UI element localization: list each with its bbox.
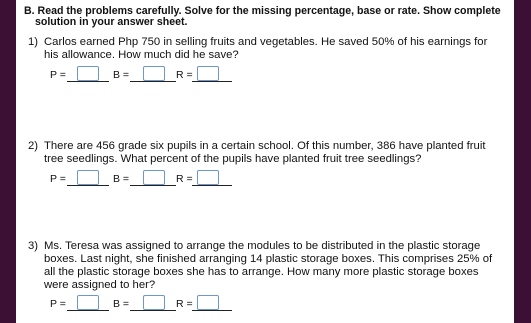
percentage-answer-box[interactable]	[77, 170, 99, 185]
rate-label: R =	[176, 173, 193, 185]
rate-answer-box[interactable]	[197, 295, 219, 310]
base-answer-line	[130, 81, 176, 82]
instructions-line-2: solution in your answer sheet.	[35, 16, 188, 28]
worksheet-page	[16, 0, 514, 323]
problem-number: 1)	[28, 36, 39, 48]
rate-answer-box[interactable]	[197, 170, 219, 185]
problem-line: were assigned to her?	[44, 279, 156, 291]
percentage-answer-box[interactable]	[77, 66, 99, 81]
problem-line: all the plastic storage boxes she has to arrange. How many more plastic storage boxes	[44, 266, 479, 278]
problem-line: tree seedlings. What percent of the pupils have planted fruit tree seedlings?	[44, 153, 422, 165]
answer-row	[50, 64, 506, 84]
rate-label: R =	[176, 69, 193, 81]
problem-2	[28, 140, 506, 188]
problem-3	[28, 240, 506, 313]
base-answer-box[interactable]	[143, 66, 165, 81]
problem-line: There are 456 grade six pupils in a certain school. Of this number, 386 have planted fruit	[44, 140, 486, 152]
problem-line: Carlos earned Php 750 in selling fruits and vegetables. He saved 50% of his earnings for	[44, 36, 488, 48]
base-label: B =	[113, 173, 130, 185]
rate-label: R =	[176, 298, 193, 310]
percentage-answer-line	[67, 81, 109, 82]
percentage-answer-box[interactable]	[77, 295, 99, 310]
answer-row	[50, 168, 506, 188]
base-answer-line	[130, 310, 176, 311]
base-label: B =	[113, 69, 130, 81]
percentage-label: P =	[50, 69, 66, 81]
rate-answer-line	[192, 185, 232, 186]
problem-line: his allowance. How much did he save?	[44, 49, 239, 61]
problem-line: boxes. Last night, she finished arranging 14 plastic storage boxes. This comprises 25% of	[44, 253, 493, 265]
rate-answer-box[interactable]	[197, 66, 219, 81]
base-answer-line	[130, 185, 176, 186]
problem-line: Ms. Teresa was assigned to arrange the modules to be distributed in the plastic storage	[44, 240, 481, 252]
instructions	[24, 6, 504, 28]
answer-row	[50, 293, 506, 313]
problem-text	[44, 240, 506, 292]
base-label: B =	[113, 298, 130, 310]
rate-answer-line	[192, 81, 232, 82]
problem-1	[28, 36, 506, 84]
percentage-answer-line	[67, 310, 109, 311]
problem-text	[44, 36, 506, 62]
percentage-label: P =	[50, 173, 66, 185]
rate-answer-line	[192, 310, 232, 311]
problem-number: 2)	[28, 140, 39, 152]
percentage-label: P =	[50, 298, 66, 310]
base-answer-box[interactable]	[143, 295, 165, 310]
base-answer-box[interactable]	[143, 170, 165, 185]
percentage-answer-line	[67, 185, 109, 186]
instructions-line-1: B. Read the problems carefully. Solve for the missing percentage, base or rate. Show complete	[24, 5, 501, 17]
problem-number: 3)	[28, 240, 39, 252]
problem-text	[44, 140, 506, 166]
